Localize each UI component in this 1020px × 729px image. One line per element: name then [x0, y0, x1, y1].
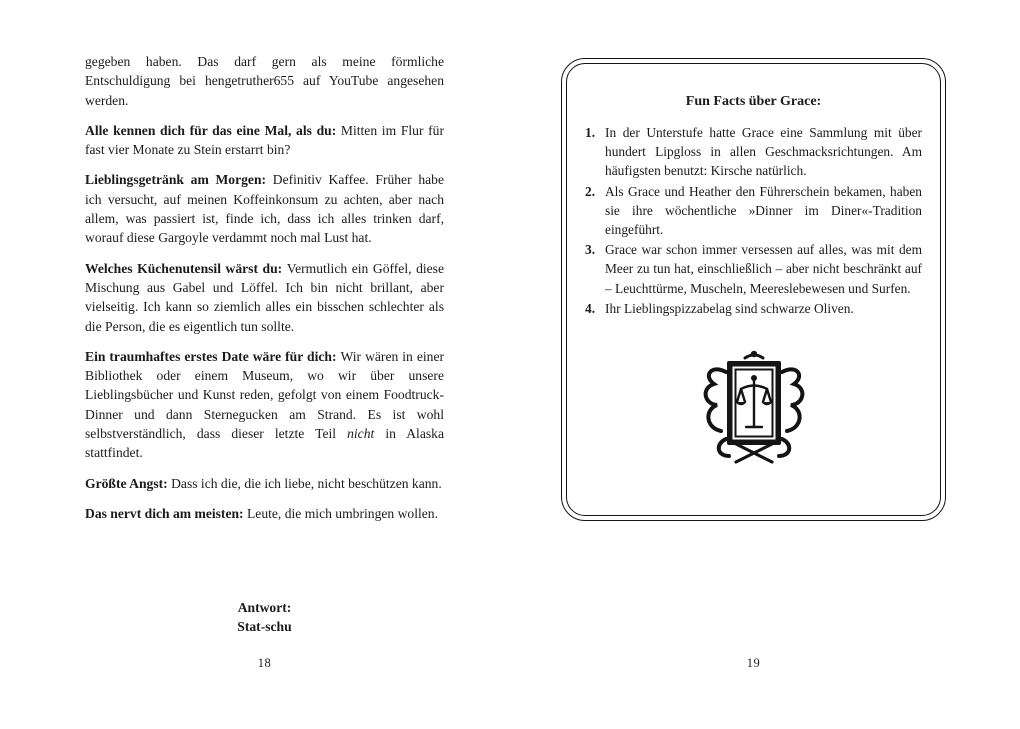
answer-block: [85, 598, 444, 637]
paragraph-lead: Welches Küchenutensil wärst du:: [85, 260, 287, 276]
paragraph: [85, 170, 444, 247]
paragraph-lead: Lieblingsgetränk am Morgen:: [85, 172, 273, 188]
answer-value: Stat-schu: [237, 619, 292, 635]
paragraph: [85, 121, 444, 160]
libra-scales-crest-icon: [693, 344, 815, 474]
fact-number: 4.: [585, 300, 596, 316]
paragraph-lead: Ein traumhaftes erstes Date wäre für dich:: [85, 348, 341, 364]
paragraph-text: gegeben haben. Das darf gern als meine förmliche Entschuldigung bei hengetruther655 auf YouTube angesehen werden.: [85, 54, 444, 108]
fact-item: [585, 240, 922, 298]
paragraph-lead: Größte Angst:: [85, 475, 172, 491]
paragraph: [85, 52, 444, 110]
paragraph-text: Wir wären in einer Bibliothek oder einem Museum, wo wir über unsere Lieblingsbücher und Kunst reden, gefolgt von einem Foodtruck-Dinner und dann Sternegucken am Strand. Es ist wohl selbstverständlich, dass dieser letzte Teil: [85, 348, 444, 442]
paragraph-text: Leute, die mich umbringen wollen.: [246, 505, 439, 521]
paragraph-lead: Alle kennen dich für das eine Mal, als du:: [85, 122, 341, 138]
fact-number: 1.: [585, 125, 596, 140]
fact-text: In der Unterstufe hatte Grace eine Sammlung mit über hundert Lipgloss in allen Geschmacksrichtungen. Am häufigsten benutzt: Kirsche natürlich.: [605, 125, 922, 179]
page-number-right: 19: [746, 656, 761, 670]
paragraph: [85, 474, 444, 493]
fact-item: [585, 299, 922, 318]
libra-crest-emblem: [585, 344, 922, 479]
paragraph-text: Vermutlich ein Göffel, diese Mischung aus Gabel und Löffel. Ich bin nicht brillant, aber vielseitig. Ich kann so ziemlich alles ein bisschen schlechter als die Person, die es eigentlich tun sollte.: [85, 260, 445, 334]
paragraph: [85, 259, 444, 336]
fact-item: [585, 182, 922, 240]
facts-list: [585, 123, 922, 318]
paragraph-text: nicht: [347, 426, 375, 442]
fact-text: Als Grace und Heather den Führerschein bekamen, haben sie ihre wöchentliche »Dinner im Diner«-Tradition eingeführt.: [605, 183, 922, 238]
fact-text: Ihr Lieblingspizzabelag sind schwarze Oliven.: [605, 300, 854, 316]
fact-number: 2.: [585, 183, 596, 199]
paragraph-text: Definitiv Kaffee. Früher habe ich versucht, auf meinen Koffeinkonsum zu achten, aber nach allem, was passiert ist, finde ich, dass ich alles trinken darf, worauf diese Gargoyle verdammt noch mal Lust hat.: [85, 172, 444, 246]
paragraph-text: in Alaska stattfindet.: [85, 426, 444, 461]
paragraph: [85, 504, 444, 523]
fact-number: 3.: [585, 242, 596, 258]
paragraph-lead: Das nervt dich am meisten:: [85, 505, 247, 521]
paragraph-text: Dass ich die, die ich liebe, nicht beschützen kann.: [171, 475, 442, 491]
left-text-column: [85, 52, 444, 534]
page-number-left: 18: [257, 656, 272, 670]
paragraph-text: Mitten im Flur für fast vier Monate zu Stein erstarrt bin?: [85, 122, 445, 158]
paragraph: [85, 347, 444, 463]
fun-facts-box-inner-border: [566, 63, 941, 516]
facts-title: Fun Facts über Grace:: [685, 94, 822, 109]
answer-label: Antwort:: [237, 600, 292, 615]
fun-facts-box: [561, 58, 946, 521]
fact-text: Grace war schon immer versessen auf alles, was mit dem Meer zu tun hat, einschließlich – aber nicht beschränkt auf – Leuchttürme, Muscheln, Meereslebewesen und Surfen.: [605, 242, 922, 296]
fact-item: [585, 123, 922, 181]
